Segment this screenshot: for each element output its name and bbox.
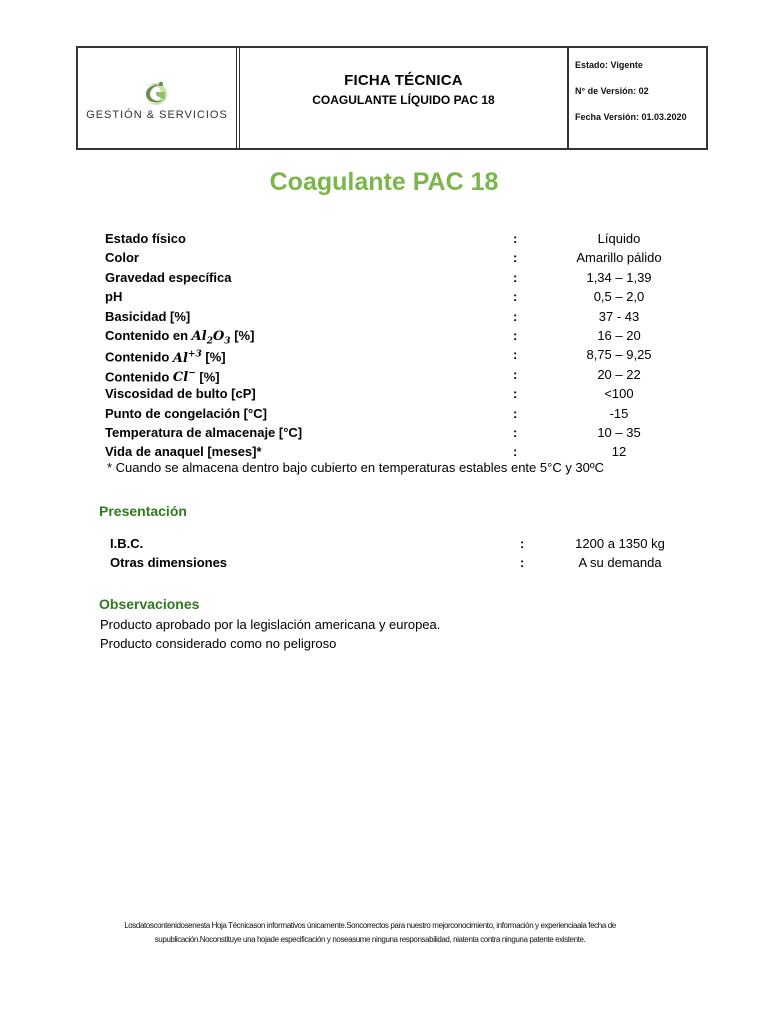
header-table: [76, 46, 708, 150]
property-value: Amarillo pálido: [576, 250, 662, 266]
separator-colon: :: [513, 269, 518, 285]
separator-colon: :: [513, 231, 518, 246]
property-value: <100: [604, 386, 634, 402]
separator-colon: :: [520, 536, 525, 551]
document-subtitle: COAGULANTE LÍQUIDO PAC 18: [312, 92, 495, 107]
separator-colon: :: [513, 347, 518, 363]
label-prefix: Contenido en: [105, 327, 189, 343]
formula-al2o3: $Al_2O_3$: [191, 328, 231, 347]
presentation-row: [110, 554, 670, 573]
presentation-list: [110, 535, 670, 572]
presentation-row: [110, 535, 670, 554]
property-row: [105, 423, 685, 442]
separator-colon: :: [513, 289, 518, 305]
properties-list: [105, 229, 685, 462]
observation-line: Producto aprobado por la legislación americana y europea.: [100, 617, 441, 632]
property-label: Vida de anaquel [meses]*: [105, 444, 262, 460]
presentation-value: A su demanda: [578, 554, 662, 570]
property-label: Viscosidad de bulto [cP]: [105, 386, 256, 402]
document-type: FICHA TÉCNICA: [344, 71, 463, 89]
page-title: Coagulante PAC 18: [269, 168, 499, 196]
property-label: Estado físico: [105, 231, 186, 246]
presentation-value: 1200 a 1350 kg: [575, 536, 665, 551]
property-row: [105, 442, 685, 461]
property-row: [105, 287, 685, 306]
property-label: Temperatura de almacenaje [°C]: [105, 424, 303, 440]
presentation-heading: Presentación: [99, 503, 187, 519]
separator-colon: :: [513, 327, 518, 343]
property-label: Color: [105, 250, 139, 266]
logo-cell: [78, 48, 237, 148]
disclaimer-line: supublicación.Noconstituye una hojade especificación y noseasume ninguna responsabilidad, niatenta contra ninguna patente existente.: [154, 935, 586, 944]
separator-colon: :: [513, 366, 518, 382]
label-prefix: Contenido: [105, 369, 170, 385]
property-label: pH: [105, 289, 123, 305]
property-row: [105, 248, 685, 267]
property-value: Líquido: [597, 231, 641, 246]
separator-colon: :: [513, 444, 518, 460]
version-text: N° de Versión: 02: [575, 86, 649, 96]
property-row: [105, 384, 685, 403]
presentation-label: Otras dimensiones: [110, 554, 228, 570]
property-label: Gravedad específica: [105, 269, 232, 285]
disclaimer-line: Losdatoscontenidosenesta Hoja Técnicason informativos únicamente.Soncorrectos para nuestro mejorconocimiento, información y experienciaala fecha de: [124, 921, 616, 930]
property-value: 16 – 20: [597, 327, 641, 343]
observations-heading: Observaciones: [99, 596, 200, 612]
company-logo-icon: [136, 78, 176, 108]
property-label: Punto de congelación [°C]: [105, 405, 267, 421]
property-row: [105, 229, 685, 248]
disclaimer-footer: [60, 919, 680, 947]
separator-colon: :: [513, 250, 518, 266]
property-value: 10 – 35: [597, 424, 641, 440]
property-row: [105, 365, 685, 384]
meta-cell: [569, 48, 706, 148]
property-row: [105, 326, 685, 345]
separator-colon: :: [513, 424, 518, 440]
version-date: Fecha Versión: 01.03.2020: [575, 112, 687, 122]
storage-note: * Cuando se almacena dentro bajo cubierto en temperaturas estables ente 5°C y 30ºC: [107, 460, 605, 475]
property-value: 0,5 – 2,0: [593, 289, 645, 305]
title-cell: [240, 48, 569, 148]
property-row: [105, 404, 685, 423]
label-suffix: [%]: [205, 349, 226, 365]
property-value: -15: [609, 405, 629, 421]
property-row: [105, 268, 685, 287]
label-prefix: Contenido: [105, 349, 170, 365]
formula-al3: $Al^{+3}$: [172, 349, 202, 366]
presentation-label: I.B.C.: [110, 536, 144, 551]
separator-colon: :: [520, 554, 525, 570]
formula-cl: Cl−: [172, 368, 196, 386]
separator-colon: :: [513, 308, 518, 324]
property-value: 12: [611, 444, 627, 460]
property-label: Basicidad [%]: [105, 308, 191, 324]
label-suffix: [%]: [199, 369, 220, 385]
property-value: 37 - 43: [598, 308, 640, 324]
separator-colon: :: [513, 386, 518, 402]
property-value: 20 – 22: [597, 366, 641, 382]
property-value: 8,75 – 9,25: [586, 347, 652, 363]
status-text: Estado: Vigente: [575, 60, 643, 70]
property-value: 1,34 – 1,39: [586, 269, 652, 285]
label-suffix: [%]: [234, 327, 255, 343]
property-row: [105, 307, 685, 326]
property-row: [105, 345, 685, 364]
separator-colon: :: [513, 405, 518, 421]
company-name: GESTIÓN & SERVICIOS: [86, 109, 228, 121]
observation-line: Producto considerado como no peligroso: [100, 636, 337, 651]
